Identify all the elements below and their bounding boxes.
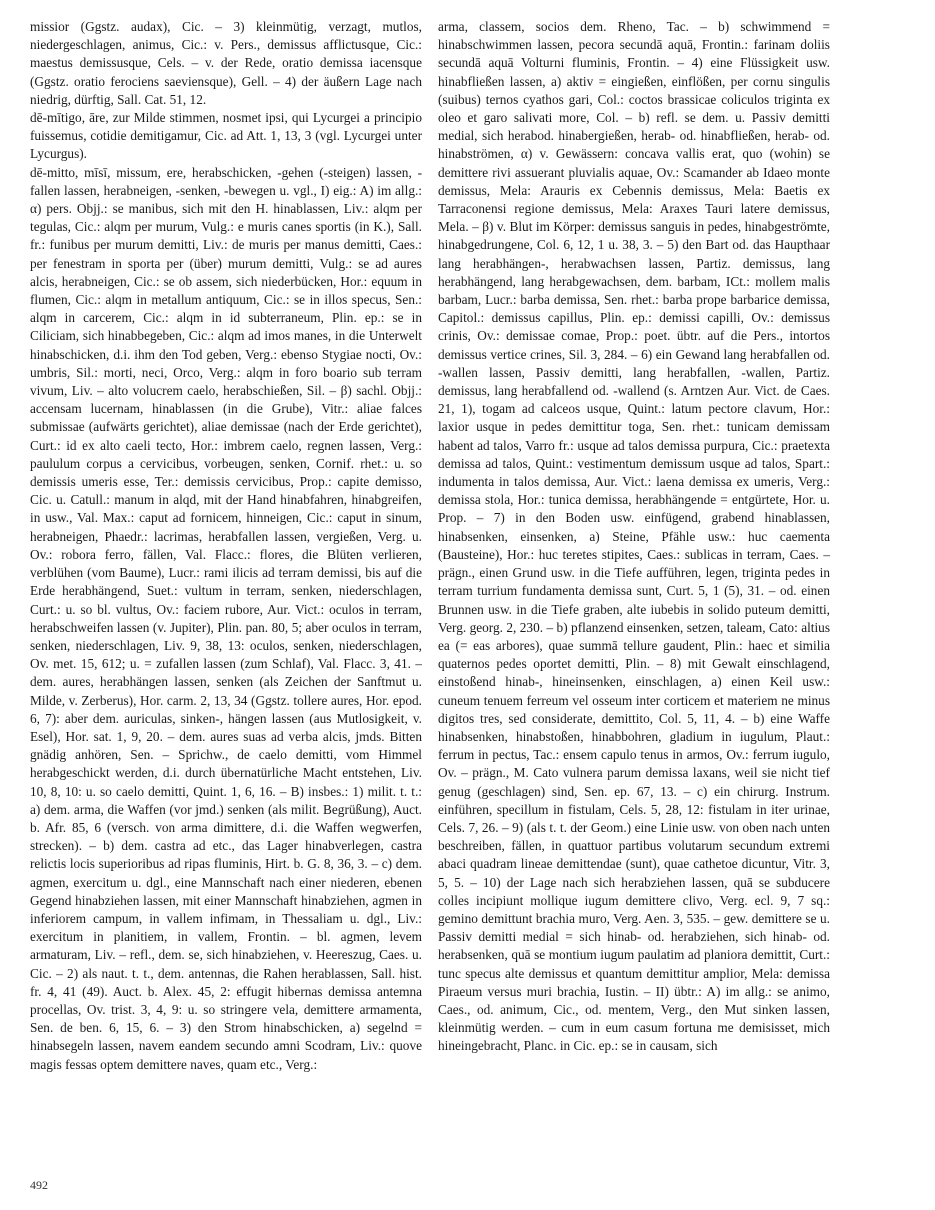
- paragraph-missior: missior (Ggstz. audax), Cic. – 3) kleinmütig, verzagt, mutlos, niedergeschlagen, animus, Cic.: v. Pers., demissus afflictusque, Cic.: maestus demissusque, Cels. – v. der Rede, oratio demissa iacensque (Ggstz. oratio ferociens saeviensque), Gell. – 4) der äußern Lage nach niedrig, dürftig, Sall. Cat. 51, 12.: [30, 19, 422, 107]
- dictionary-column-left: [30, 18, 422, 1178]
- paragraph-demitto-continued: arma, classem, socios dem. Rheno, Tac. – b) schwimmend = hinabschwimmen lassen, pecora secundā aquā, Frontin.: farinam doliis secundā aquā Volturni fluminis, Frontin. – 4) eine Flüssigkeit usw. hinabfließen lassen, a) aktiv = eingießen, einflößen, per cornu singulis (suibus) ternos cyathos gari, Col.: coctos brassicae coliculos triginta ex oleo et garo salivati more, Col. – b) refl. se dem. u. Passiv demitti medial, sich herabod. hinabergießen, herab- od. hinabfließen, herab- od. hinabströmen, α) v. Gewässern: concava vallis erat, quo (wohin) se demittere rivi assuerant pluvialis aquae, Ov.: Scamander ab Idaeo monte demissus, Mela: Arauris ex Cebennis demissus, Mela: Baetis ex Tarraconensi regione demissus, Mela: Araxes Tauri latere demissus, Mela. – β) v. Blut im Körper: demissus sanguis in pedes, hinabgeströmte, hinabgedrungene, Col. 6, 12, 1 u. 38, 3. – 5) den Bart od. das Haupthaar lang herabhängen-, herabwachsen lassen, Partiz. demissus, lang herabhängend, lang herabgewachsen, dem. barbam, ICt.: mollem malis barbam, Lucr.: barba demissa, Sen. rhet.: barba prope barbarice demissa, Capitol.: demissus capillus, Plin. ep.: demissi capilli, Ov.: demissus crinis, Ov.: demissae comae, Prop.: poet. übtr. auf die Pers., intortos demissus vertice crines, Sil. 3, 284. – 6) ein Gewand lang herabfallen od. -wallen lassen, Passiv demitti, lang herabfallen, -wallen, Partiz. demissus, lang herabfallend od. -wallend (s. Arntzen Aur. Vict. de Caes. 21, 1), togam ad calceos usque, Quint.: latum pectore clavum, Hor.: laxior usque in pedes demittitur toga, Sen. rhet.: tunicam demissam habent ad talos, Varro fr.: usque ad talos demissa purpura, Cic.: praetexta demissa ad talos, Quint.: vestimentum demissum usque ad talos, Spart.: indumenta in talos demissa, Aur. Vict.: laena demissa ex umeris, Verg.: demissa stola, Hor.: tunica demissa, herabhängende = entgürtete, Hor. u. Prop. – 7) in den Boden usw. einfügend, grabend hinablassen, hinabsenken, einsenken, a) Steine, Pfähle usw.: huc caementa (Bausteine), Hor.: huc teretes stipites, Caes.: sublicas in terram, Caes. – prägn., einen Grund usw. in die Tiefe aufführen, legen, triginta pedes in terram turrium fundamenta demissa sunt, Curt. 5, 1 (5), 31. – od. einen Brunnen usw. in die Tiefe graben, alte iubebis in solido puteum demitti, Verg. georg. 2, 230. – b) pflanzend einsenken, setzen, taleam, Cato: altius ea (= eas arbores), quae summā tellure gaudent, Plin.: haec et similia quaternos pedes oportet demitti, Plin. – 8) mit Gewalt einschlagend, einstoßend hinab-, hineinsenken, einschlagen, a) einen Keil usw.: cuneum tenuem ferreum vel osseum inter corticem et materiem ne minus digitos tres, sed considerate, demittito, Col. 5, 11, 4. – b) eine Waffe hinabsenken, hinabstoßen, hinabbohren, gladium in iugulum, Plaut.: ferrum in pectus, Tac.: ensem capulo tenus in armos, Ov.: ferrum iugulo, Ov. – prägn., M. Cato vulnera parum demissa laxans, weil sie nicht tief genug (geschlagen) sind, Sen. ep. 67, 13. – c) ein chirurg. Instrum. einführen, specillum in fistulam, Cels. 5, 28, 12: fistulam in iter urinae, Cels. 7, 26. – 9) (als t. t. der Geom.) eine Linie usw. von oben nach unten beschreiben, fällen, in quattuor partibus volutarum secundum extremi abaci quadram lineae demittendae (sunt), quae cathetoe dicuntur, Vitr. 3, 5, 5. – 10) der Lage nach sich herabziehen lassen, quā se subducere colles incipiunt mollique iugum demittere clivo, Verg. ecl. 9, 7 sq.: gemino demittunt brachia muro, Verg. Aen. 3, 535. – gew. demittere se u. Passiv demitti medial = sich hinab- od. herabziehen, sich hinab- od. herabsenken, quā se montium iugum paulatim ad planiora demittit, Curt.: tunc specus alte demissus et quantum demittitur amplior, Mela: demissa Piraeum versus muri brachia, Iustin. – II) übtr.: A) im allg.: se animo, Caes., od. animum, Cic., od. mentem, Verg., den Mut sinken lassen, kleinmütig werden. – cum in eum casum fortuna me demisisset, mich hineingebracht, Planc. in Cic. ep.: se in causam, sich: [438, 19, 830, 1054]
- dictionary-column-right: [438, 18, 830, 1178]
- entry-demitigo: dē-mītigo, āre, zur Milde stimmen, nosmet ipsi, qui Lycurgei a principio fuissemus, cotidie demitigamur, Cic. ad Att. 1, 13, 3 (vgl. Lycurgei unter Lycurgus).: [30, 110, 422, 162]
- page-number: 492: [30, 1178, 48, 1192]
- entry-demitto: dē-mitto, mīsī, missum, ere, herabschicken, -gehen (-steigen) lassen, -fallen lassen, herabneigen, -senken, -bewegen u. vgl., I) eig.: A) im allg.: α) pers. Objj.: se manibus, sich mit den H. hinablassen, Liv.: alqm per tegulas, Cic.: alqm per murum, Vulg.: e muris canes sportis (in K.), Sall. fr.: funibus per murum demitti, Liv.: de muris per manus demitti, Caes.: per fenestram in sporta per (über) murum demitti, Vulg.: se ad aures alcis, herabneigen, Cic.: se ob assem, sich niederbücken, Hor.: equum in flumen, Cic.: alqm in metallum antiquum, Cic.: se in illos specus, Sen.: alqm in carcerem, Cic.: alqm in id subterraneum, Plin. ep.: se in Ciliciam, sich hinabbegeben, Cic.: alqm ad imos manes, in die Unterwelt hinabschicken, d.i. ihm den Tod geben, Verg.: ebenso Stygiae nocti, Ov.: umbris, Sil.: morti, neci, Orco, Verg.: alqm in foro boario sub terram vivum, Liv. – alto volucrem caelo, herabschießen, Sil. – β) sachl. Objj.: accensam lucernam, hinablassen (in die Grube), Vitr.: aliae falces submissae (aufwärts gerichtet), aliae demissae (nach der Erde gerichtet), Curt.: id ex alto caeli tecto, Hor.: imbrem caelo, regnen lassen, Verg.: paululum corpus a cervicibus, vorbeugen, senken, Cornif. rhet.: u. so demissis umeris esse, Ter.: demissis cervicibus, Prop.: capite demisso, Cic. u. Catull.: manum in alqd, mit der Hand hinabfahren, hinabgreifen, in usw., Val. Max.: caput ad fornicem, hinneigen, Cic.: caput in sinum, herabneigen, Phaedr.: lacrimas, herabfallen lassen, vergießen, Verg. u. Ov.: robora ferro, fällen, Val. Flacc.: flores, die Blüten verlieren, verblühen (vom Baume), Lucr.: rami ilicis ad terram demissi, bis auf die Erde herabhängend, Suet.: vultum in terram, senken, niederschlagen, Curt.: u. so bl. vultus, Ov.: faciem rubore, Aur. Vict.: oculos in terram, herabschweifen lassen (v. Jupiter), Plin. pan. 80, 5; aber oculos in terram, senken, niederschlagen, Liv. 9, 38, 13: oculos, senken, niederschlagen, Ov. met. 15, 612; u. = zufallen lassen (zum Schlaf), Val. Flacc. 3, 41. – dem. aures, herabhängen lassen, senken (als Zeichen der Sanftmut u. Milde, v. Zerberus), Hor. carm. 2, 13, 34 (Ggstz. tollere aures, Hor. epod. 6, 7): aber dem. auriculas, sinken-, hängen lassen (aus Mutlosigkeit, v. Esel), Hor. sat. 1, 9, 20. – dem. aures suas ad verba alcis, jmds. Bitten gnädig anhören, Sen. – Sprichw., de caelo demitti, vom Himmel herabgeschickt werden, d.i. durch übernatürliche Macht entstehen, Liv. 10, 8, 10: u. so caelo demitti, Quint. 1, 6, 16. – B) insbes.: 1) milit. t. t.: a) dem. arma, die Waffen (vor jmd.) senken (als milit. Begrüßung), Auct. b. Afr. 85, 6 (versch. von arma dimittere, d.i. die Waffen wegwerfen, strecken). – b) dem. castra ad etc., das Lager hinabverlegen, castra relictis locis superioribus ad ripas fluminis, Hirt. b. G. 8, 36, 3. – c) dem. agmen, exercitum u. dgl., eine Mannschaft nach einer niederen, ebenen Gegend hinabziehen lassen, mit einer Mannschaft hinabziehen, agmen in inferiorem campum, in vallem infimam, in Thessaliam u. dgl., Liv.: exercitum in planitiem, in vallem, Frontin. – bl. agmen, levem armaturam, Liv. – refl., dem. se, sich hinabziehen, v. Heereszug, Caes. u. Cic. – 2) als naut. t. t., dem. antennas, die Rahen herablassen, Sall. hist. fr. 4, 41 (49). Auct. b. Alex. 45, 2: effugit hibernas demissa antemna procellas, Ov. trist. 3, 4, 9: u. so stringere vela, demittere armamenta, Sen. de ben. 6, 15, 6. – 3) den Strom hinabschicken, a) segelnd = hinabsegeln lassen, navem eandem secundo amni Scodram, Liv.: quove magis fessas optem demittere naves, quam etc., Verg.:: [30, 164, 422, 1072]
